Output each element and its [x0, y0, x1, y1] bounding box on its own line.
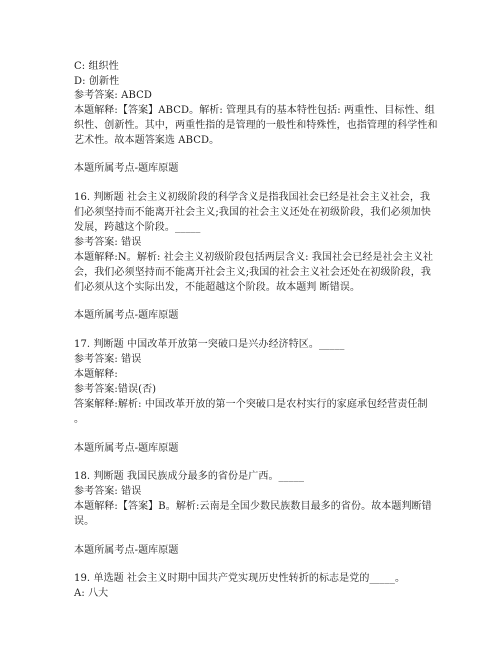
explanation-line: 艺术性。故本题答案选 ABCD。	[74, 135, 220, 146]
reference-answer: 参考答案: 错误	[74, 486, 142, 497]
explanation-line: 会，我们必须坚持而不能离开社会主义;我国的社会主义社会还处在初级阶段，我	[74, 267, 431, 278]
explanation-line: 织性、创新性。其中，两重性指的是管理的一般性和特殊性，也指管理的科学性和	[74, 120, 438, 131]
source-note: 本题所属考点-题库原题	[74, 163, 179, 174]
explanation-line: 本题解释:【答案】ABCD。解析: 管理具有的基本特性包括: 两重性、目标性、组	[74, 105, 435, 116]
source-note: 本题所属考点-题库原题	[74, 443, 179, 454]
explanation-line: 们必须从这个实际出发，不能超越这个阶段。故本题判 断错误。	[74, 282, 361, 293]
option-a-line: A: 八大	[74, 588, 109, 599]
reference-answer: 参考答案: ABCD	[74, 90, 152, 101]
reference-answer: 参考答案:错误(否)	[74, 384, 157, 395]
explanation-line: 本题解释:N。解析: 社会主义初级阶段包括两层含义: 我国社会已经是社会主义社	[74, 252, 434, 263]
option-c-line: C: 组织性	[74, 61, 119, 72]
question-16-stem: 发展，跨越这个阶段。_____	[74, 222, 201, 233]
reference-answer: 参考答案: 错误	[74, 354, 142, 365]
explanation-line: 本题解释:【答案】B。解析:云南是全国少数民族数目最多的省份。故本题判断错	[74, 501, 432, 512]
explanation-line: 答案解释:解析: 中国改革开放的第一个突破口是农村实行的家庭承包经营责任制	[74, 399, 428, 410]
question-17-stem: 17. 判断题 中国改革开放第一突破口是兴办经济特区。_____	[74, 339, 345, 350]
explanation-line: 误。	[74, 516, 95, 527]
question-18-stem: 18. 判断题 我国民族成分最多的省份是广西。_____	[74, 471, 305, 482]
question-16-stem: 16. 判断题 社会主义初级阶段的科学含义是指我国社会已经是社会主义社会，我	[74, 192, 431, 203]
source-note: 本题所属考点-题库原题	[74, 545, 179, 556]
source-note: 本题所属考点-题库原题	[74, 310, 179, 321]
question-19-stem: 19. 单选题 社会主义时期中国共产党实现历史性转折的标志是党的_____。	[74, 573, 406, 584]
option-d-line: D: 创新性	[74, 76, 120, 87]
explanation-line: 。	[74, 414, 85, 425]
question-16-stem: 们必须坚持而不能离开社会主义;我国的社会主义还处在初级阶段，我们必须加快	[74, 207, 431, 218]
reference-answer: 参考答案: 错误	[74, 237, 142, 248]
explanation-label: 本题解释:	[74, 369, 118, 380]
